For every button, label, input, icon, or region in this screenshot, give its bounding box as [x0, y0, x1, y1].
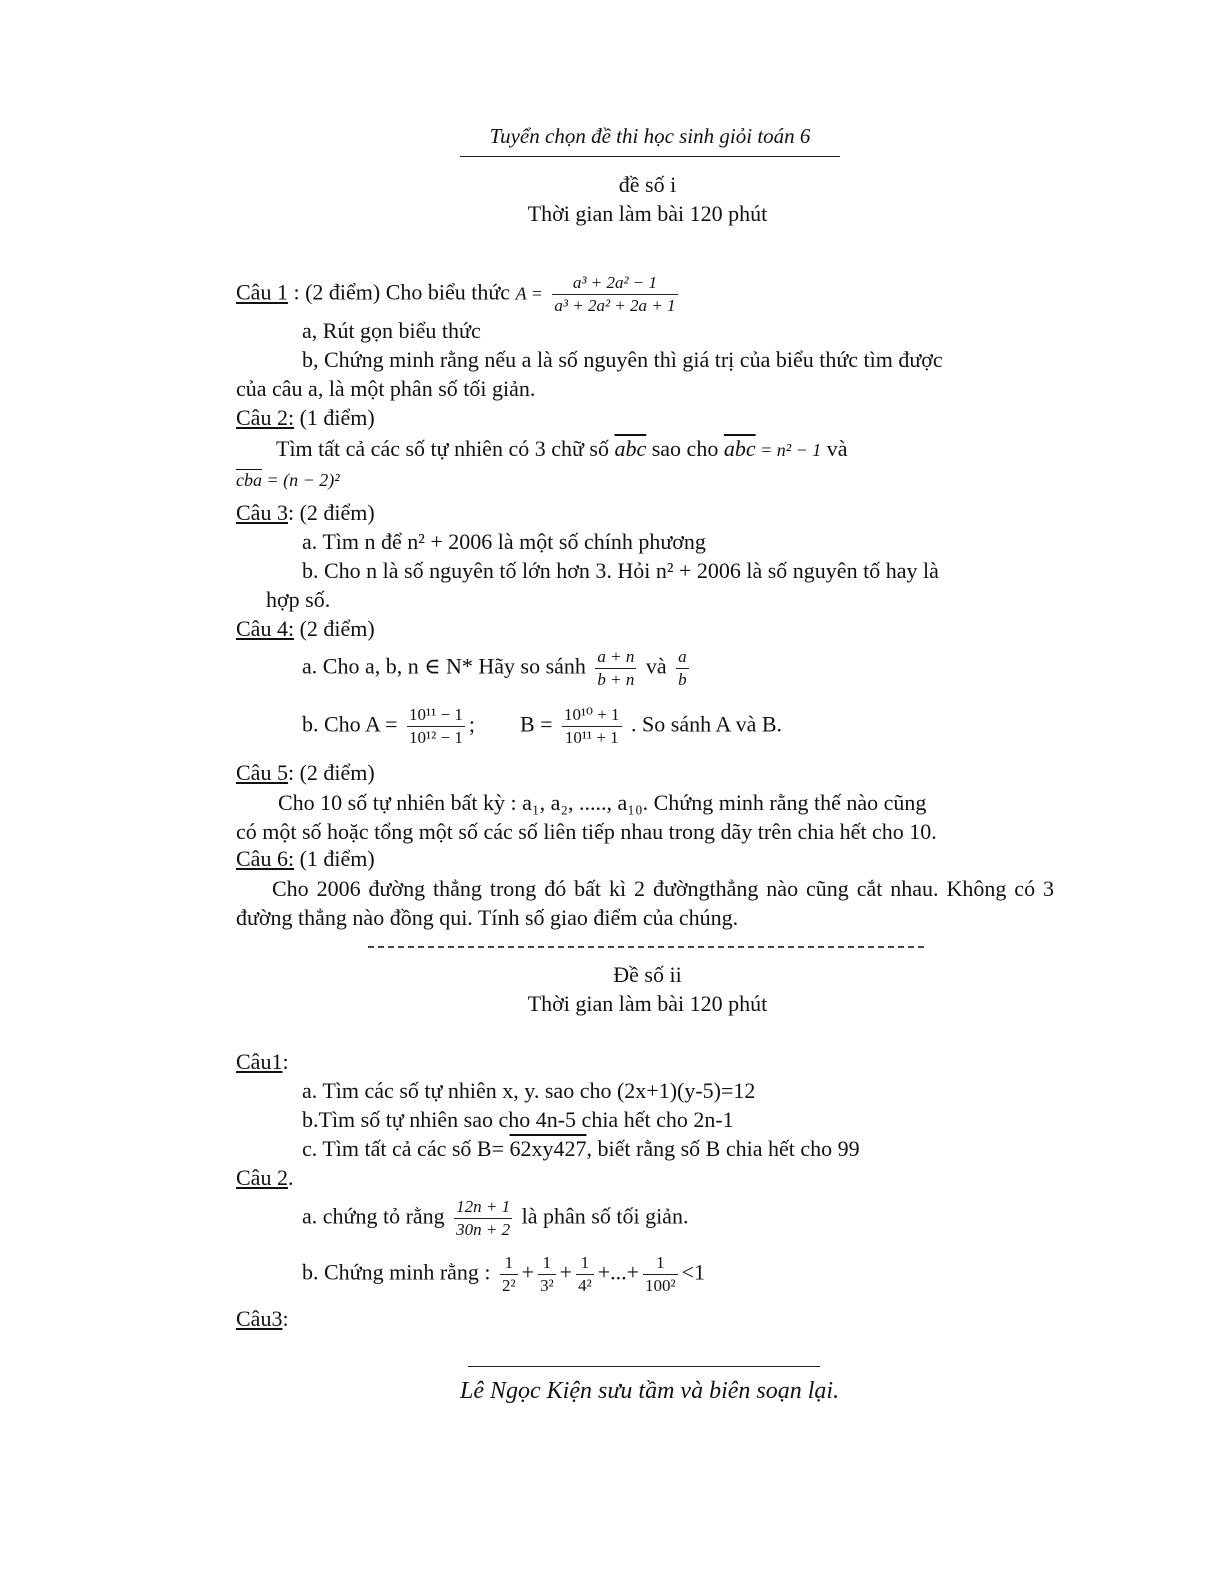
exam2-q2-b-dots: +...+	[597, 1259, 640, 1285]
exam2-q1-part-c	[302, 1136, 860, 1162]
exam1-q4-b-text: b. Cho A =	[302, 711, 404, 737]
exam1-q1-denominator: a³ + 2a² + 2a + 1	[554, 296, 676, 315]
exam1-q4-label: Câu 4:	[236, 616, 295, 641]
exam2-q2-b-text: b. Chứng minh rằng :	[302, 1259, 497, 1285]
exam1-q2-text-pre: Tìm tất cả các số tự nhiên có 3 chữ số	[276, 436, 615, 461]
exam2-q1-c-text: c. Tìm tất cả các số B=	[302, 1136, 510, 1161]
exam1-q4-b-fraction-b	[562, 704, 622, 749]
exam1-q1-fraction	[552, 272, 677, 317]
exam1-q2-cond2: = (n − 2)²	[262, 470, 340, 490]
exam2-q2-a-end: là phân số tối giản.	[521, 1203, 689, 1229]
exam1-q4-heading	[236, 616, 375, 642]
exam2-q2-b-fraction3	[576, 1252, 594, 1297]
exam1-q6-text: Cho 2006 đường thẳng trong đó bất kì 2 đườngthẳng nào cũng cắt nhau. Không có 3 đường thẳng nào đồng qui. Tính số giao điểm của chúng.	[236, 876, 1054, 930]
exam1-q4-b-a-den: 10¹² − 1	[409, 728, 463, 747]
exam1-q4-points: (2 điểm)	[294, 616, 375, 641]
footer-rule	[468, 1366, 820, 1367]
exam1-q5-line1: Cho 10 số tự nhiên bất kỳ : a₁, a₂, ....., a₁₀. Chứng minh rằng thế nào cũng	[278, 790, 927, 815]
exam1-q6-points: (1 điểm)	[294, 846, 375, 871]
exam2-q2-b-f2-num: 1	[538, 1252, 556, 1275]
exam1-q4-a-fraction1	[595, 646, 636, 691]
exam1-q2-abc-2: $\overline{abc}$	[723, 436, 756, 461]
exam1-q4-b-b-lhs: B =	[519, 711, 559, 737]
exam2-q1-c-number: 62xy427	[509, 1136, 587, 1161]
footer-signature: Lê Ngọc Kiện sưu tầm và biên soạn lại.	[460, 1378, 840, 1404]
exam2-q2-b-f4-num: 1	[643, 1252, 678, 1275]
exam1-q4-a-f2-den: b	[678, 670, 687, 689]
exam1-q6-label: Câu 6:	[236, 846, 295, 871]
exam1-q5-points: : (2 điểm)	[287, 760, 375, 785]
exam-separator-dashed-line	[368, 946, 924, 948]
exam1-q4-part-b	[302, 704, 782, 749]
exam1-q1-part-b-line2: của câu a, là một phân số tối giản.	[236, 376, 536, 401]
exam2-title: Đề số ii	[613, 962, 682, 987]
exam1-q4-b-a-num: 10¹¹ − 1	[407, 704, 465, 727]
exam1-q1-intro: : (2 điểm) Cho biểu thức	[287, 279, 516, 305]
exam1-q4-a-text: a. Cho a, b, n ∈ N* Hãy so sánh	[302, 653, 592, 679]
exam2-q2-b-fraction4	[643, 1252, 678, 1297]
exam1-q5-line2: có một số hoặc tổng một số các số liên tiếp nhau trong dãy trên chia hết cho 10.	[236, 819, 937, 844]
exam1-q1-part-b-line1: b, Chứng minh rằng nếu a là số nguyên thì giá trị của biểu thức tìm được	[302, 347, 943, 372]
exam2-q1-c-end: , biết rằng số B chia hết cho 99	[586, 1136, 860, 1161]
exam1-q4-b-end: . So sánh A và B.	[631, 711, 783, 737]
exam2-q1-label: Câu1	[236, 1049, 283, 1074]
exam2-q3-label: Câu3	[236, 1306, 283, 1331]
exam1-q2-points: (1 điểm)	[294, 405, 375, 430]
exam2-q2-a-num: 12n + 1	[454, 1196, 512, 1219]
exam1-q4-a-fraction2	[676, 646, 689, 691]
exam2-q1-colon: :	[282, 1049, 289, 1074]
exam1-q2-cond1: = n² − 1	[755, 440, 822, 460]
exam2-q2-a-den: 30n + 2	[456, 1220, 511, 1239]
exam1-q3-part-b-line2: hợp số.	[266, 587, 331, 612]
exam1-q1-label: Câu 1	[236, 279, 288, 305]
exam2-q2-part-b	[302, 1252, 705, 1297]
exam1-q4-part-a	[302, 646, 693, 691]
exam2-q2-label: Câu 2	[236, 1165, 288, 1190]
exam1-q2-abc: $\overline{abc}$	[614, 436, 647, 461]
exam1-q2-line1	[276, 436, 848, 462]
exam1-q1-part-a: a, Rút gọn biểu thức	[302, 318, 481, 343]
exam1-q2-heading	[236, 405, 375, 431]
exam2-q2-b-fraction2	[538, 1252, 556, 1297]
exam2-q2-b-f1-den: 2²	[502, 1276, 516, 1295]
exam2-time: Thời gian làm bài 120 phút	[527, 991, 768, 1016]
exam2-q2-b-f3-num: 1	[576, 1252, 594, 1275]
exam1-q5-heading	[236, 760, 375, 786]
exam2-q2-a-text: a. chứng tỏ rằng	[302, 1203, 451, 1229]
exam2-q2-b-end: <1	[681, 1259, 706, 1285]
exam1-q3-part-b-line1: b. Cho n là số nguyên tố lớn hơn 3. Hỏi n² + 2006 là số nguyên tố hay là	[302, 558, 939, 583]
exam1-q1-expr-lhs: A =	[515, 283, 543, 304]
exam1-q4-b-semicolon: ;	[468, 711, 475, 737]
exam1-q4-a-f1-num: a + n	[595, 646, 636, 669]
exam2-q2-heading	[236, 1165, 293, 1191]
exam2-q2-b-plus1: +	[521, 1259, 535, 1285]
exam1-q6-heading	[236, 846, 375, 872]
exam1-q3-points: : (2 điểm)	[287, 500, 375, 525]
exam2-q1-part-b: b.Tìm số tự nhiên sao cho 4n-5 chia hết cho 2n-1	[302, 1107, 734, 1132]
exam1-q4-b-fraction-a	[407, 704, 465, 749]
exam2-q3-heading	[236, 1306, 289, 1332]
document-header-title: Tuyển chọn đề thi học sinh giỏi toán 6	[489, 124, 811, 148]
exam1-q1-line	[236, 272, 682, 317]
exam2-q2-a-fraction	[454, 1196, 512, 1241]
exam1-q2-text-end: và	[826, 436, 848, 461]
exam1-time: Thời gian làm bài 120 phút	[527, 201, 768, 226]
exam1-q3-heading	[236, 500, 375, 526]
exam2-q1-heading	[236, 1049, 289, 1075]
exam2-q1-part-a: a. Tìm các số tự nhiên x, y. sao cho (2x+1)(y-5)=12	[302, 1078, 756, 1103]
exam1-q2-text-mid: sao cho	[651, 436, 724, 461]
exam1-q3-label: Câu 3	[236, 500, 288, 525]
exam1-q4-b-b-den: 10¹¹ + 1	[564, 728, 619, 747]
header-underline	[460, 156, 840, 157]
exam1-q1-numerator: a³ + 2a² − 1	[552, 272, 677, 295]
exam1-q5-label: Câu 5	[236, 760, 288, 785]
exam2-q2-b-f3-den: 4²	[578, 1276, 592, 1295]
exam2-q2-b-plus2: +	[559, 1259, 573, 1285]
exam2-q2-part-a	[302, 1196, 688, 1241]
exam1-q4-b-b-num: 10¹⁰ + 1	[562, 704, 622, 727]
exam1-q4-a-and: và	[645, 653, 673, 679]
exam1-q4-a-f1-den: b + n	[597, 670, 635, 689]
exam2-q2-b-fraction1	[500, 1252, 518, 1297]
exam2-q3-colon: :	[282, 1306, 289, 1331]
exam1-q2-cba: $\overline{cba}$	[236, 470, 262, 490]
exam1-q2-label: Câu 2:	[236, 405, 295, 430]
exam1-title: đề số i	[618, 172, 677, 197]
exam2-q2-b-f4-den: 100²	[645, 1276, 676, 1295]
exam1-q2-line2	[236, 470, 340, 491]
exam2-q2-b-f2-den: 3²	[540, 1276, 554, 1295]
exam1-q3-part-a: a. Tìm n để n² + 2006 là một số chính phương	[302, 529, 706, 554]
exam1-q4-a-f2-num: a	[676, 646, 689, 669]
exam2-q2-dot: .	[287, 1165, 294, 1190]
exam2-q2-b-f1-num: 1	[500, 1252, 518, 1275]
